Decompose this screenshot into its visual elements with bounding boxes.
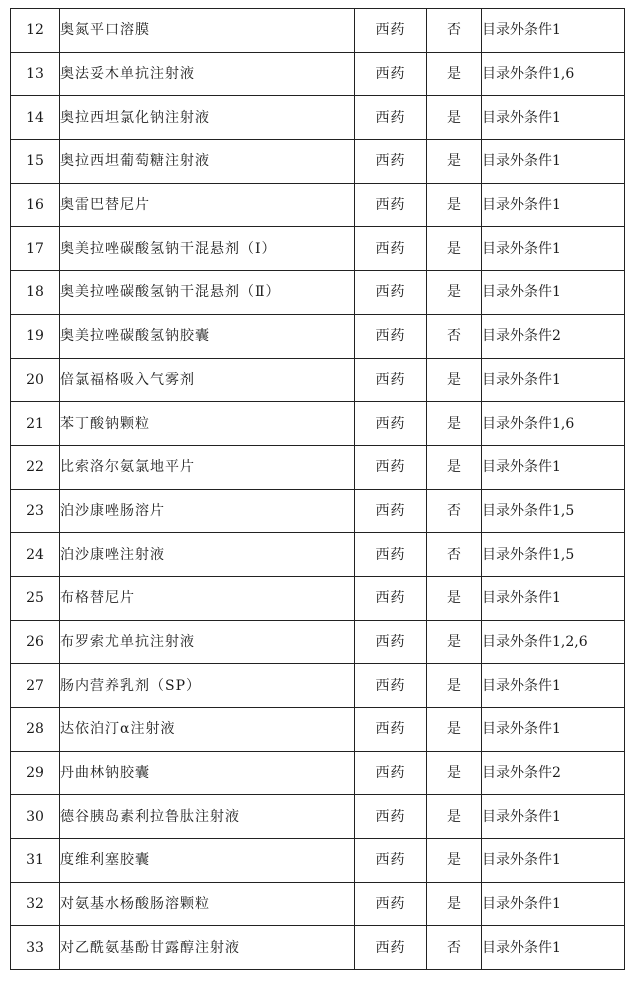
drug-type-cell: 西药 xyxy=(355,358,427,402)
row-number-cell: 22 xyxy=(11,445,60,489)
yes-no-flag-cell: 是 xyxy=(427,96,482,140)
drug-type-cell: 西药 xyxy=(355,751,427,795)
yes-no-flag-cell: 是 xyxy=(427,183,482,227)
condition-cell: 目录外条件1 xyxy=(482,140,625,184)
row-number-cell: 24 xyxy=(11,533,60,577)
table-row xyxy=(11,489,625,533)
drug-type-cell: 西药 xyxy=(355,140,427,184)
drug-name-cell: 度维利塞胶囊 xyxy=(60,839,355,883)
row-number-cell: 21 xyxy=(11,402,60,446)
drug-type-cell: 西药 xyxy=(355,489,427,533)
yes-no-flag-cell: 否 xyxy=(427,926,482,970)
drug-name-cell: 奥拉西坦氯化钠注射液 xyxy=(60,96,355,140)
table-row xyxy=(11,314,625,358)
row-number-cell: 32 xyxy=(11,882,60,926)
drug-type-cell: 西药 xyxy=(355,314,427,358)
drug-type-cell: 西药 xyxy=(355,882,427,926)
drug-name-cell: 肠内营养乳剂（SP） xyxy=(60,664,355,708)
yes-no-flag-cell: 否 xyxy=(427,9,482,53)
drug-type-cell: 西药 xyxy=(355,839,427,883)
table-row xyxy=(11,183,625,227)
drug-name-cell: 对氨基水杨酸肠溶颗粒 xyxy=(60,882,355,926)
table-row xyxy=(11,52,625,96)
condition-cell: 目录外条件1 xyxy=(482,96,625,140)
drug-list-table xyxy=(10,8,625,970)
condition-cell: 目录外条件1 xyxy=(482,271,625,315)
row-number-cell: 16 xyxy=(11,183,60,227)
table-row xyxy=(11,664,625,708)
row-number-cell: 23 xyxy=(11,489,60,533)
yes-no-flag-cell: 是 xyxy=(427,620,482,664)
yes-no-flag-cell: 是 xyxy=(427,839,482,883)
table-row xyxy=(11,140,625,184)
drug-type-cell: 西药 xyxy=(355,708,427,752)
drug-type-cell: 西药 xyxy=(355,227,427,271)
drug-name-cell: 奥法妥木单抗注射液 xyxy=(60,52,355,96)
yes-no-flag-cell: 是 xyxy=(427,751,482,795)
row-number-cell: 12 xyxy=(11,9,60,53)
table-row xyxy=(11,839,625,883)
drug-type-cell: 西药 xyxy=(355,9,427,53)
drug-type-cell: 西药 xyxy=(355,926,427,970)
drug-type-cell: 西药 xyxy=(355,402,427,446)
condition-cell: 目录外条件2 xyxy=(482,751,625,795)
row-number-cell: 15 xyxy=(11,140,60,184)
yes-no-flag-cell: 否 xyxy=(427,533,482,577)
row-number-cell: 28 xyxy=(11,708,60,752)
drug-type-cell: 西药 xyxy=(355,183,427,227)
yes-no-flag-cell: 是 xyxy=(427,358,482,402)
row-number-cell: 14 xyxy=(11,96,60,140)
drug-name-cell: 布罗索尤单抗注射液 xyxy=(60,620,355,664)
yes-no-flag-cell: 是 xyxy=(427,708,482,752)
condition-cell: 目录外条件1,6 xyxy=(482,52,625,96)
drug-type-cell: 西药 xyxy=(355,620,427,664)
yes-no-flag-cell: 是 xyxy=(427,52,482,96)
yes-no-flag-cell: 是 xyxy=(427,271,482,315)
row-number-cell: 33 xyxy=(11,926,60,970)
table-row xyxy=(11,271,625,315)
row-number-cell: 13 xyxy=(11,52,60,96)
condition-cell: 目录外条件2 xyxy=(482,314,625,358)
table-row xyxy=(11,533,625,577)
yes-no-flag-cell: 是 xyxy=(427,882,482,926)
condition-cell: 目录外条件1,6 xyxy=(482,402,625,446)
condition-cell: 目录外条件1 xyxy=(482,664,625,708)
table-row xyxy=(11,795,625,839)
row-number-cell: 29 xyxy=(11,751,60,795)
table-row xyxy=(11,358,625,402)
drug-name-cell: 对乙酰氨基酚甘露醇注射液 xyxy=(60,926,355,970)
drug-name-cell: 丹曲林钠胶囊 xyxy=(60,751,355,795)
table-row xyxy=(11,620,625,664)
condition-cell: 目录外条件1 xyxy=(482,795,625,839)
drug-name-cell: 奥美拉唑碳酸氢钠胶囊 xyxy=(60,314,355,358)
row-number-cell: 27 xyxy=(11,664,60,708)
drug-type-cell: 西药 xyxy=(355,533,427,577)
drug-name-cell: 比索洛尔氨氯地平片 xyxy=(60,445,355,489)
condition-cell: 目录外条件1 xyxy=(482,445,625,489)
condition-cell: 目录外条件1 xyxy=(482,708,625,752)
table-row xyxy=(11,9,625,53)
drug-name-cell: 奥氮平口溶膜 xyxy=(60,9,355,53)
drug-name-cell: 奥美拉唑碳酸氢钠干混悬剂（Ⅱ） xyxy=(60,271,355,315)
condition-cell: 目录外条件1 xyxy=(482,926,625,970)
drug-type-cell: 西药 xyxy=(355,795,427,839)
table-row xyxy=(11,445,625,489)
row-number-cell: 31 xyxy=(11,839,60,883)
table-row xyxy=(11,708,625,752)
condition-cell: 目录外条件1,5 xyxy=(482,533,625,577)
condition-cell: 目录外条件1 xyxy=(482,9,625,53)
yes-no-flag-cell: 否 xyxy=(427,489,482,533)
drug-name-cell: 奥拉西坦葡萄糖注射液 xyxy=(60,140,355,184)
row-number-cell: 18 xyxy=(11,271,60,315)
row-number-cell: 26 xyxy=(11,620,60,664)
yes-no-flag-cell: 是 xyxy=(427,227,482,271)
row-number-cell: 17 xyxy=(11,227,60,271)
table-row xyxy=(11,926,625,970)
drug-list-table-body xyxy=(11,9,625,970)
drug-name-cell: 泊沙康唑肠溶片 xyxy=(60,489,355,533)
drug-name-cell: 倍氯福格吸入气雾剂 xyxy=(60,358,355,402)
table-row xyxy=(11,227,625,271)
table-row xyxy=(11,96,625,140)
drug-name-cell: 奥美拉唑碳酸氢钠干混悬剂（Ⅰ） xyxy=(60,227,355,271)
table-row xyxy=(11,576,625,620)
condition-cell: 目录外条件1 xyxy=(482,882,625,926)
drug-name-cell: 达依泊汀α注射液 xyxy=(60,708,355,752)
drug-name-cell: 苯丁酸钠颗粒 xyxy=(60,402,355,446)
yes-no-flag-cell: 是 xyxy=(427,140,482,184)
row-number-cell: 19 xyxy=(11,314,60,358)
condition-cell: 目录外条件1 xyxy=(482,576,625,620)
yes-no-flag-cell: 是 xyxy=(427,576,482,620)
drug-type-cell: 西药 xyxy=(355,445,427,489)
drug-name-cell: 奥雷巴替尼片 xyxy=(60,183,355,227)
row-number-cell: 25 xyxy=(11,576,60,620)
condition-cell: 目录外条件1 xyxy=(482,358,625,402)
drug-type-cell: 西药 xyxy=(355,664,427,708)
yes-no-flag-cell: 是 xyxy=(427,795,482,839)
table-row xyxy=(11,751,625,795)
condition-cell: 目录外条件1,5 xyxy=(482,489,625,533)
drug-type-cell: 西药 xyxy=(355,96,427,140)
drug-type-cell: 西药 xyxy=(355,271,427,315)
row-number-cell: 30 xyxy=(11,795,60,839)
drug-name-cell: 布格替尼片 xyxy=(60,576,355,620)
yes-no-flag-cell: 是 xyxy=(427,445,482,489)
yes-no-flag-cell: 是 xyxy=(427,402,482,446)
drug-name-cell: 泊沙康唑注射液 xyxy=(60,533,355,577)
table-row xyxy=(11,402,625,446)
yes-no-flag-cell: 否 xyxy=(427,314,482,358)
condition-cell: 目录外条件1,2,6 xyxy=(482,620,625,664)
condition-cell: 目录外条件1 xyxy=(482,227,625,271)
condition-cell: 目录外条件1 xyxy=(482,183,625,227)
condition-cell: 目录外条件1 xyxy=(482,839,625,883)
row-number-cell: 20 xyxy=(11,358,60,402)
drug-type-cell: 西药 xyxy=(355,576,427,620)
drug-name-cell: 德谷胰岛素利拉鲁肽注射液 xyxy=(60,795,355,839)
yes-no-flag-cell: 是 xyxy=(427,664,482,708)
drug-type-cell: 西药 xyxy=(355,52,427,96)
table-row xyxy=(11,882,625,926)
